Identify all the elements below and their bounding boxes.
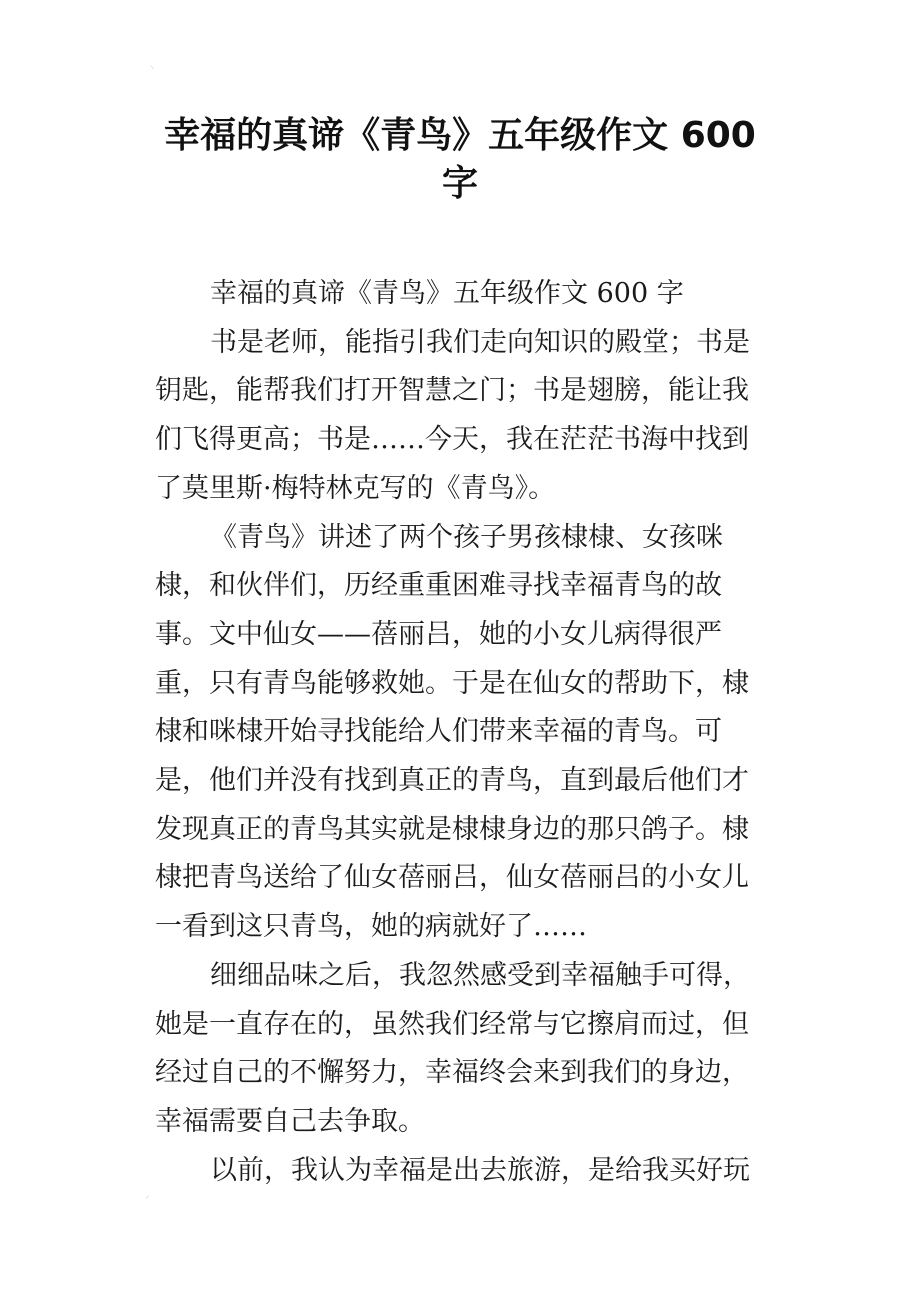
paragraph-subtitle: 幸福的真谛《青鸟》五年级作文 600 字 bbox=[210, 278, 684, 309]
document-body bbox=[155, 270, 770, 1195]
paragraph-3: 细细品味之后，我忽然感受到幸福触手可得，她是一直存在的，虽然我们经常与它擦肩而过，但经过自己的不懈努力，幸福终会来到我们的身边，幸福需要自己去争取。 bbox=[155, 959, 750, 1137]
paragraph-4: 以前，我认为幸福是出去旅游，是给我买好玩 bbox=[210, 1154, 750, 1186]
paragraph-1: 书是老师，能指引我们走向知识的殿堂；书是钥匙，能帮我们打开智慧之门；书是翅膀，能让我们飞得更高；书是……今天，我在茫茫书海中找到了莫里斯·梅特林克写的《青鸟》。 bbox=[155, 326, 750, 504]
corner-crop-mark-bottom: ⸝ bbox=[145, 1191, 150, 1201]
corner-crop-mark-top: ⸌ bbox=[150, 65, 155, 75]
document-title: 幸福的真谛《青鸟》五年级作文 600 字 bbox=[164, 115, 756, 204]
paragraph-2: 《青鸟》讲述了两个孩子男孩棣棣、女孩咪棣，和伙伴们，历经重重困难寻找幸福青鸟的故事。文中仙女——蓓丽吕，她的小女儿病得很严重，只有青鸟能够救她。于是在仙女的帮助下，棣棣和咪棣开始寻找能给人们带来幸福的青鸟。可是，他们并没有找到真正的青鸟，直到最后他们才发现真正的青鸟其实就是棣棣身边的那只鸽子。棣棣把青鸟送给了仙女蓓丽吕，仙女蓓丽吕的小女儿一看到这只青鸟，她的病就好了…… bbox=[155, 521, 749, 943]
